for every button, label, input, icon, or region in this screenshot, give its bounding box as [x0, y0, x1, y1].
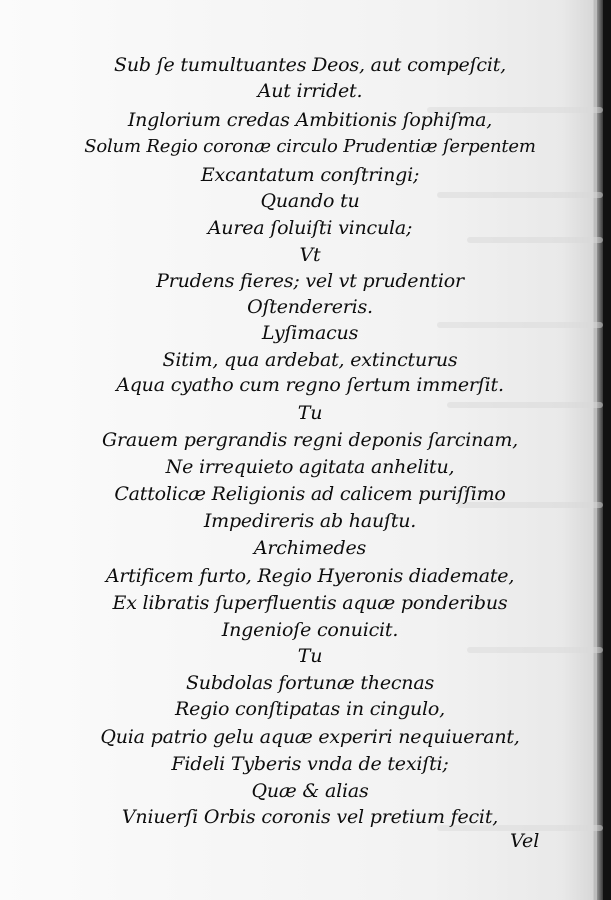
verse-line-22: Ingenioſe conuicit. [221, 619, 399, 641]
verse-line-16: Ne irrequieto agitata anhelitu, [165, 456, 455, 478]
verse-line-27: Fideli Tyberis vnda de texiſti; [171, 753, 449, 775]
verse-line-3: Inglorium credas Ambitionis ſophiſma, [127, 109, 493, 131]
verse-line-2: Aut irridet. [257, 80, 363, 102]
verse-line-26: Quia patrio gelu aquæ experiri nequiuerant, [100, 726, 520, 748]
verse-line-5: Excantatum conſtringi; [200, 164, 420, 186]
verse-line-17: Cattolicæ Religionis ad calicem puriſſimo [114, 483, 506, 505]
verse-line-10: Oſtendereris. [247, 296, 373, 318]
verse-line-28: Quæ & alias [251, 780, 369, 802]
verse-line-9: Prudens fieres; vel vt prudentior [156, 270, 464, 292]
verse-line-25: Regio conſtipatas in cingulo, [174, 698, 446, 720]
verse-line-15: Grauem pergrandis regni deponis ſarcinam, [102, 429, 518, 451]
verse-line-19: Archimedes [253, 537, 367, 559]
verse-line-4: Solum Regio coronæ circulo Prudentiæ ſerpentem [84, 136, 536, 157]
verse-line-29: Vniuerſi Orbis coronis vel pretium fecit, [121, 806, 499, 828]
verse-line-21: Ex libratis ſuperfluentis aquæ ponderibus [112, 592, 508, 614]
verse-line-20: Artificem furto, Regio Hyeronis diademate, [105, 565, 515, 587]
verse-line-23: Tu [297, 645, 323, 667]
verse-line-24: Subdolas fortunæ thecnas [185, 672, 435, 694]
verse-line-1: Sub ſe tumultuantes Deos, aut compeſcit, [114, 54, 506, 76]
verse-line-11: Lyſimacus [261, 322, 359, 344]
verse-line-14: Tu [297, 402, 323, 424]
verse-line-6: Quando tu [260, 190, 360, 212]
verse-line-13: Aqua cyatho cum regno ſertum immerſit. [116, 374, 504, 396]
verse-line-12: Sitim, qua ardebat, extincturus [162, 349, 458, 371]
catchword: Vel [510, 830, 540, 852]
verse-line-7: Aurea ſoluiſti vincula; [207, 217, 413, 239]
verse-line-8: Vt [299, 244, 321, 266]
verse-line-18: Impedireris ab hauſtu. [203, 510, 417, 532]
